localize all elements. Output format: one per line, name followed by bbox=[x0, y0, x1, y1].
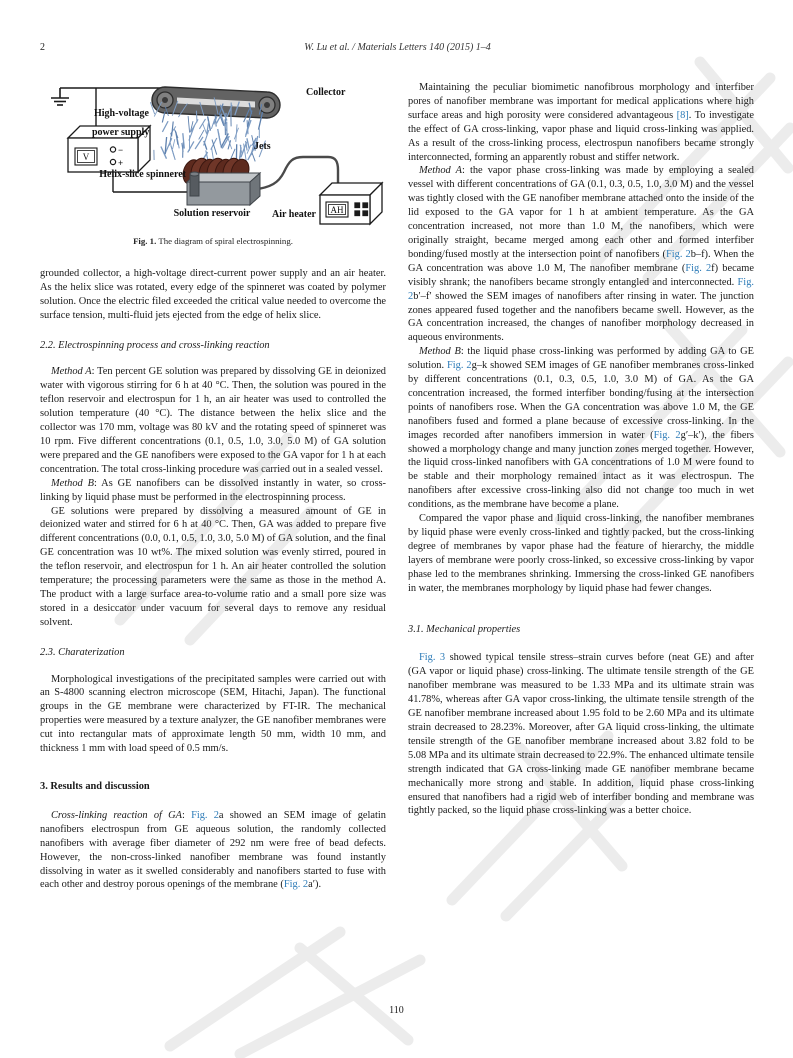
paragraph bbox=[40, 365, 386, 476]
paragraph bbox=[40, 505, 386, 630]
figure-1-diagram bbox=[44, 78, 384, 230]
citation-link[interactable]: Fig. 2 bbox=[666, 248, 691, 260]
text-segment: Maintaining the peculiar biomimetic nanofibrous morphology and interfiber pores of nanofiber membrane was important for medical applications where high surface areas and high porosity were considered advantageous bbox=[408, 82, 754, 121]
citation-link[interactable]: Fig. 2 bbox=[408, 276, 754, 302]
page-number: 2 bbox=[40, 42, 45, 53]
text-segment: Method A bbox=[419, 165, 462, 177]
plus-terminal-label: + bbox=[118, 158, 124, 168]
citation-link[interactable]: Fig. 2 bbox=[191, 809, 219, 821]
collector-belt bbox=[152, 87, 280, 118]
text-segment: : the vapor phase cross-linking was made by employing a sealed vessel with different concentrations of GA (0.1, 0.3, 0.5, 1.0, 3.0 M) and the vessel was tightly closed with the GE nanofiber membrane attached onto the inside of the lid exposed to the GA vapor for 1 h at ambient temperature. As the GA concentration increased, not more than 1.0 M, the nanofibers, which were originally straight, became merged among each other and formed interfiber bonding/fused mostly at the intersection point of nanofibers ( bbox=[408, 165, 754, 260]
text-segment: Morphological investigations of the precipitated samples were carried out with an S-4800 scanning electron microscope (SEM, Hitachi, Japan). The functional groups in the GE membrane were characterized by FT-IR. The mechanical properties were measured by a texture analyzer, the GE nanofiber membranes were cut into rectangular mats of approximate length 50 mm, width 10 mm, and thickness 1 mm with load speed of 0.5 mm/s. bbox=[40, 673, 386, 755]
running-title: W. Lu et al. / Materials Letters 140 (2015) 1–4 bbox=[304, 42, 491, 53]
spinneret-label: Helix-slice spinneret bbox=[99, 169, 186, 180]
text-segment: a′). bbox=[308, 879, 322, 891]
page-header bbox=[40, 42, 755, 56]
text-segment: f) became visibly shrank; the nanofibers became strongly entangled and interconnected. bbox=[408, 262, 754, 288]
figure-caption-label: Fig. 1. bbox=[133, 236, 157, 246]
air-heater-box bbox=[320, 183, 382, 224]
citation-link[interactable]: Fig. 3 bbox=[419, 652, 446, 664]
high-voltage-label-line2: power supply bbox=[92, 127, 150, 138]
voltmeter-label: V bbox=[82, 152, 90, 162]
text-segment: Cross-linking reaction of GA bbox=[51, 809, 182, 821]
citation-link[interactable]: Fig. 2 bbox=[283, 879, 309, 891]
minus-terminal-label: − bbox=[118, 145, 124, 155]
citation-link[interactable]: [8] bbox=[676, 109, 689, 121]
text-segment: showed typical tensile stress–strain curves before (neat GE) and after (GA vapor or liquid phase) cross-linking. The ultimate tensile strength of the GE nanofiber membrane was measured to be 1.33 MPa and its ultimate strain was 41.78%, whereas after GA vapor cross-linking, the ultimate tensile strength of the GE nanofiber membrane increased about 1.95 fold to be 2.60 MPa and its ultimate strain decreased to 28.23%. Moreover, after GA liquid cross-linking, the ultimate tensile strength of the GE nanofiber membrane increased about 3.82 fold to be 5.08 MPa and its ultimate strain decreased to 22.9%. The enhanced ultimate tensile strength indicated that GA cross-linking made GE nanofiber membrane became mechanically more strong and stable. In addition, liquid phase cross-linking ensured that nanofibers had a rigid web of interfiber bonding and membrane was tightly packed, so the liquid phase cross-linking was a better choice. bbox=[408, 652, 754, 817]
citation-link[interactable]: Fig. 2 bbox=[685, 262, 712, 274]
paragraph bbox=[40, 267, 386, 323]
text-segment: Method B bbox=[51, 477, 94, 489]
high-voltage-label-line1: High-voltage bbox=[94, 108, 149, 119]
paragraph bbox=[40, 477, 386, 505]
figure-1-caption bbox=[40, 235, 386, 249]
section-heading-3: 3. Results and discussion bbox=[40, 781, 150, 792]
paragraph bbox=[408, 81, 754, 164]
reservoir-label: Solution reservoir bbox=[173, 208, 251, 219]
text-segment: GE solutions were prepared by dissolving a measured amount of GE in deionized water and stirred for 6 h at 40 °C. Then, GA was added to prepare five different concentrations (0.0, 0.1, 0.5, 1.0, 3.0, 5.0 M) of GA solution, and the final GE concentration was 10 wt%. The mixed solution was evenly stirred, poured in the teflon reservoir, and electrospun for 1 h. An air heater controlled the solution temperature; the processing parameters were the same as those in the method A. The product with a large surface area-to-volume ratio and a small pore size was stored in a desiccator under vacuum for several days to remove any residual solvent. bbox=[40, 505, 386, 628]
two-column-content bbox=[40, 72, 755, 892]
text-segment: grounded collector, a high-voltage direct-current power supply and an air heater. As the helix slice was rotated, every edge of the spinneret was coated by polymer solution. Once the electric filed exceeded the critical value needed to overcome the surface tension, multi-fluid jets ejected from the edge of helix slice. bbox=[40, 267, 386, 321]
text-segment: : the liquid phase cross-linking was performed by adding GA to GE solution. bbox=[408, 346, 754, 372]
section-heading-2-3: 2.3. Charaterization bbox=[40, 646, 125, 658]
text-segment: g′–k′), the fibers showed a morphology change and many junction zones merged together. However, the liquid cross-linked nanofibers with GA concentrations of 1.0 M were found to be stable and their morphology remained intact as it was electrospun. The nanofibers after excessive cross-linking also did not change too much in wet conditions, as the membrane have become a plane. bbox=[408, 429, 754, 511]
text-segment: : As GE nanofibers can be dissolved instantly in water, so cross-linking by liquid phase must be performed in the electrospinning process. bbox=[40, 477, 386, 503]
citation-link[interactable]: Fig. 2 bbox=[447, 360, 472, 372]
paragraph bbox=[40, 809, 386, 892]
figure-1 bbox=[40, 78, 386, 249]
section-heading-3-1: 3.1. Mechanical properties bbox=[408, 623, 521, 635]
text-segment: a showed an SEM image of gelatin nanofibers electrospun from GE aqueous solution, the randomly collected nanofibers with average fiber diameter of 292 nm were free of bead defects. However, the non-cross-linked nanofiber membrane was found instantly dissolving in water as it swelled considerably and nanofibers started to fuse with each other and destroy porous openings of the membrane ( bbox=[40, 809, 386, 891]
paragraph bbox=[408, 512, 754, 595]
paragraph bbox=[408, 345, 754, 512]
text-segment: Compared the vapor phase and liquid cross-linking, the nanofiber membranes by liquid phase were evenly cross-linked and tightly packed, but the cross-linking degree of membranes by vapor phase had the feature of hierarchy, the middle layers of membrane were poorly cross-linked, so excessive cross-linking by vapor phase led to the membranes shrinking. Immersing the cross-linked GE nanofibers in water, the membranes morphology by liquid phase had fewer changes. bbox=[408, 513, 754, 594]
paragraph bbox=[408, 651, 754, 818]
citation-link[interactable]: Fig. 2 bbox=[653, 429, 681, 441]
right-column bbox=[408, 72, 754, 892]
footer-page-number: 110 bbox=[389, 1005, 404, 1016]
paragraph bbox=[40, 673, 386, 756]
air-tube bbox=[250, 157, 338, 190]
text-segment: : bbox=[181, 809, 192, 821]
air-heater-display-label: AH bbox=[330, 205, 344, 215]
paragraph bbox=[408, 164, 754, 345]
left-column bbox=[40, 72, 386, 892]
text-segment: : Ten percent GE solution was prepared by dissolving GE in deionized water with vigorous stirring for 6 h at 40 °C. Then, the solution was poured in the teflon reservoir and electrospun for 1 h, an air heater was used to controlled the solution temperature (40 °C). The distance between the helix slice and the collector was 170 mm, voltage was 80 kV and the rotating speed of spinneret was 10 rpm. Five different concentrations (0.1, 0.5, 1.0, 3.0, 5.0 M) of GA solution were prepared and the GE nanofibers were exposed to the GA vapor for 1 h at each concentration. The total cross-linking procedure was carried out in a sealed vessel. bbox=[40, 366, 386, 475]
text-segment: Method A bbox=[51, 366, 92, 378]
text-segment: g–k showed SEM images of GE nanofiber membranes cross-linked by different concentrations (0.1, 0.3, 0.5, 1.0, 3.0 M) of GA. As the GA concentration increased, the formed interfiber bonding/fusing at the intersection points of nanofibers rose. When the GA concentration was above 1.0 M, the GE nanofibers fused and formed a plane because of excessive cross-linking. In the images recorded after nanofibers immersion in water ( bbox=[408, 360, 754, 441]
text-segment: b–f). When the GA concentration was above 1.0 M, The nanofiber membrane ( bbox=[408, 248, 754, 274]
figure-caption-text: The diagram of spiral electrospinning. bbox=[158, 236, 293, 246]
section-heading-2-2: 2.2. Electrospinning process and cross-linking reaction bbox=[40, 339, 270, 351]
text-segment: . To investigate the effect of GA cross-linking, vapor phase and liquid cross-linking was applied. As a result of the cross-linking process, electrospun nanofibers became strongly interconnected, forming an apparently robust and stiffer network. bbox=[408, 109, 754, 163]
air-heater-label: Air heater bbox=[272, 209, 316, 220]
text-segment: Method B bbox=[419, 346, 461, 358]
ground-icon bbox=[51, 88, 69, 105]
jets-label: Jets bbox=[254, 141, 271, 152]
collector-label: Collector bbox=[306, 87, 346, 98]
solution-reservoir bbox=[187, 172, 260, 205]
text-segment: b′–f′ showed the SEM images of nanofibers after rinsing in water. The junction zones appeared fused together and the nanofibers became swell. However, as the GA concentration increased, the changes of nanofiber morphology decreased in aqueous environments. bbox=[408, 290, 754, 344]
